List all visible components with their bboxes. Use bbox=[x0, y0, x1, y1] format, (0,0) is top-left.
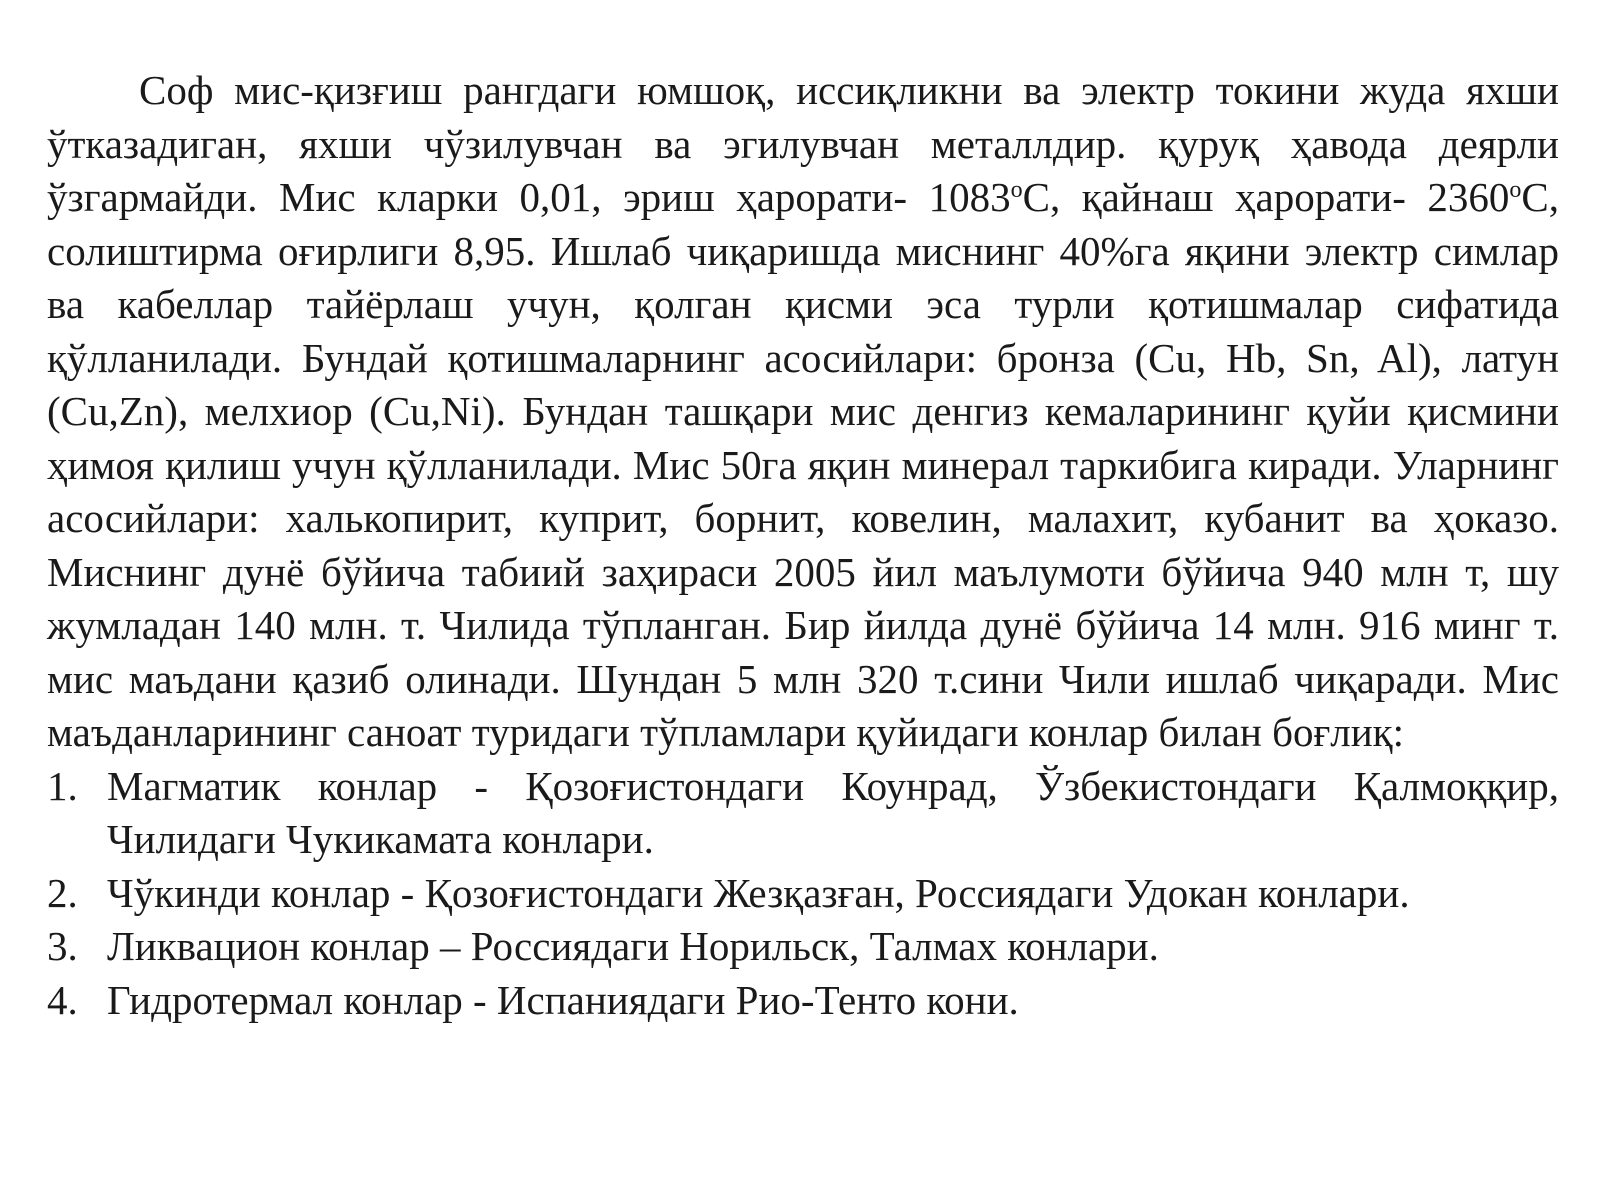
list-item bbox=[47, 974, 1559, 1028]
list-text: Магматик конлар - Қозоғистондаги Коунрад, Ўзбекистондаги Қалмоққир, Чилидаги Чукикамата конлари. bbox=[107, 762, 1559, 862]
main-paragraph bbox=[47, 64, 1559, 760]
list-item bbox=[47, 920, 1559, 974]
list-number: 1. bbox=[47, 762, 78, 809]
deposit-types-list bbox=[47, 760, 1559, 1028]
list-text: Гидротермал конлар - Испаниядаги Рио-Тенто кони. bbox=[107, 976, 1019, 1023]
list-item bbox=[47, 867, 1559, 921]
paragraph-text-part3: С, солиштирма оғирлиги 8,95. Ишлаб чиқаришда миснинг 40%га яқини электр симлар ва кабеллар тайёрлаш учун, қолган қисми эса турли қотишмалар сифатида қўлланилади. Бундай қотишмаларнинг асосийлари: бронза (Cu, Hb, Sn, Al), латун (Cu,Zn), мелхиор (Cu,Ni). Бундан ташқари мис денгиз кемаларининг қуйи қисмини ҳимоя қилиш учун қўлланилади. Мис 50га яқин минерал таркибига киради. Уларнинг асосийлари: халькопирит, куприт, борнит, ковелин, малахит, кубанит ва ҳоказо. Миснинг дунё бўйича табиий заҳираси 2005 йил маълумоти бўйича 940 млн т, шу жумладан 140 млн. т. Чилида тўпланган. Бир йилда дунё бўйича 14 млн. 916 минг т. мис маъдани қазиб олинади. Шундан 5 млн 320 т.сини Чили ишлаб чиқаради. Мис маъданларининг саноат туридаги тўпламлари қуйидаги конлар билан боғлиқ: bbox=[47, 174, 1559, 755]
degree-superscript: o bbox=[1010, 177, 1023, 203]
paragraph-text-part1: Соф мис-қизғиш рангдаги юмшоқ, иссиқликни ва электр токини жуда яхши ўтказадиган, яхши чўзилувчан ва эгилувчан металлдир. қуруқ ҳавода деярли ўзгармайди. Мис кларки 0,01, эриш ҳарорати- 1083 bbox=[47, 67, 1559, 220]
paragraph-text-part2: С, қайнаш ҳарорати- 2360 bbox=[1022, 174, 1510, 220]
document-page bbox=[47, 64, 1559, 1027]
degree-superscript: o bbox=[1509, 177, 1522, 203]
list-item bbox=[47, 760, 1559, 867]
list-number: 4. bbox=[47, 976, 78, 1023]
list-text: Ликвацион конлар – Россиядаги Норильск, Талмах конлари. bbox=[107, 923, 1159, 969]
list-number: 3. bbox=[47, 923, 78, 969]
list-text: Чўкинди конлар - Қозоғистондаги Жезқазған, Россиядаги Удокан конлари. bbox=[107, 869, 1410, 916]
list-number: 2. bbox=[47, 869, 78, 916]
